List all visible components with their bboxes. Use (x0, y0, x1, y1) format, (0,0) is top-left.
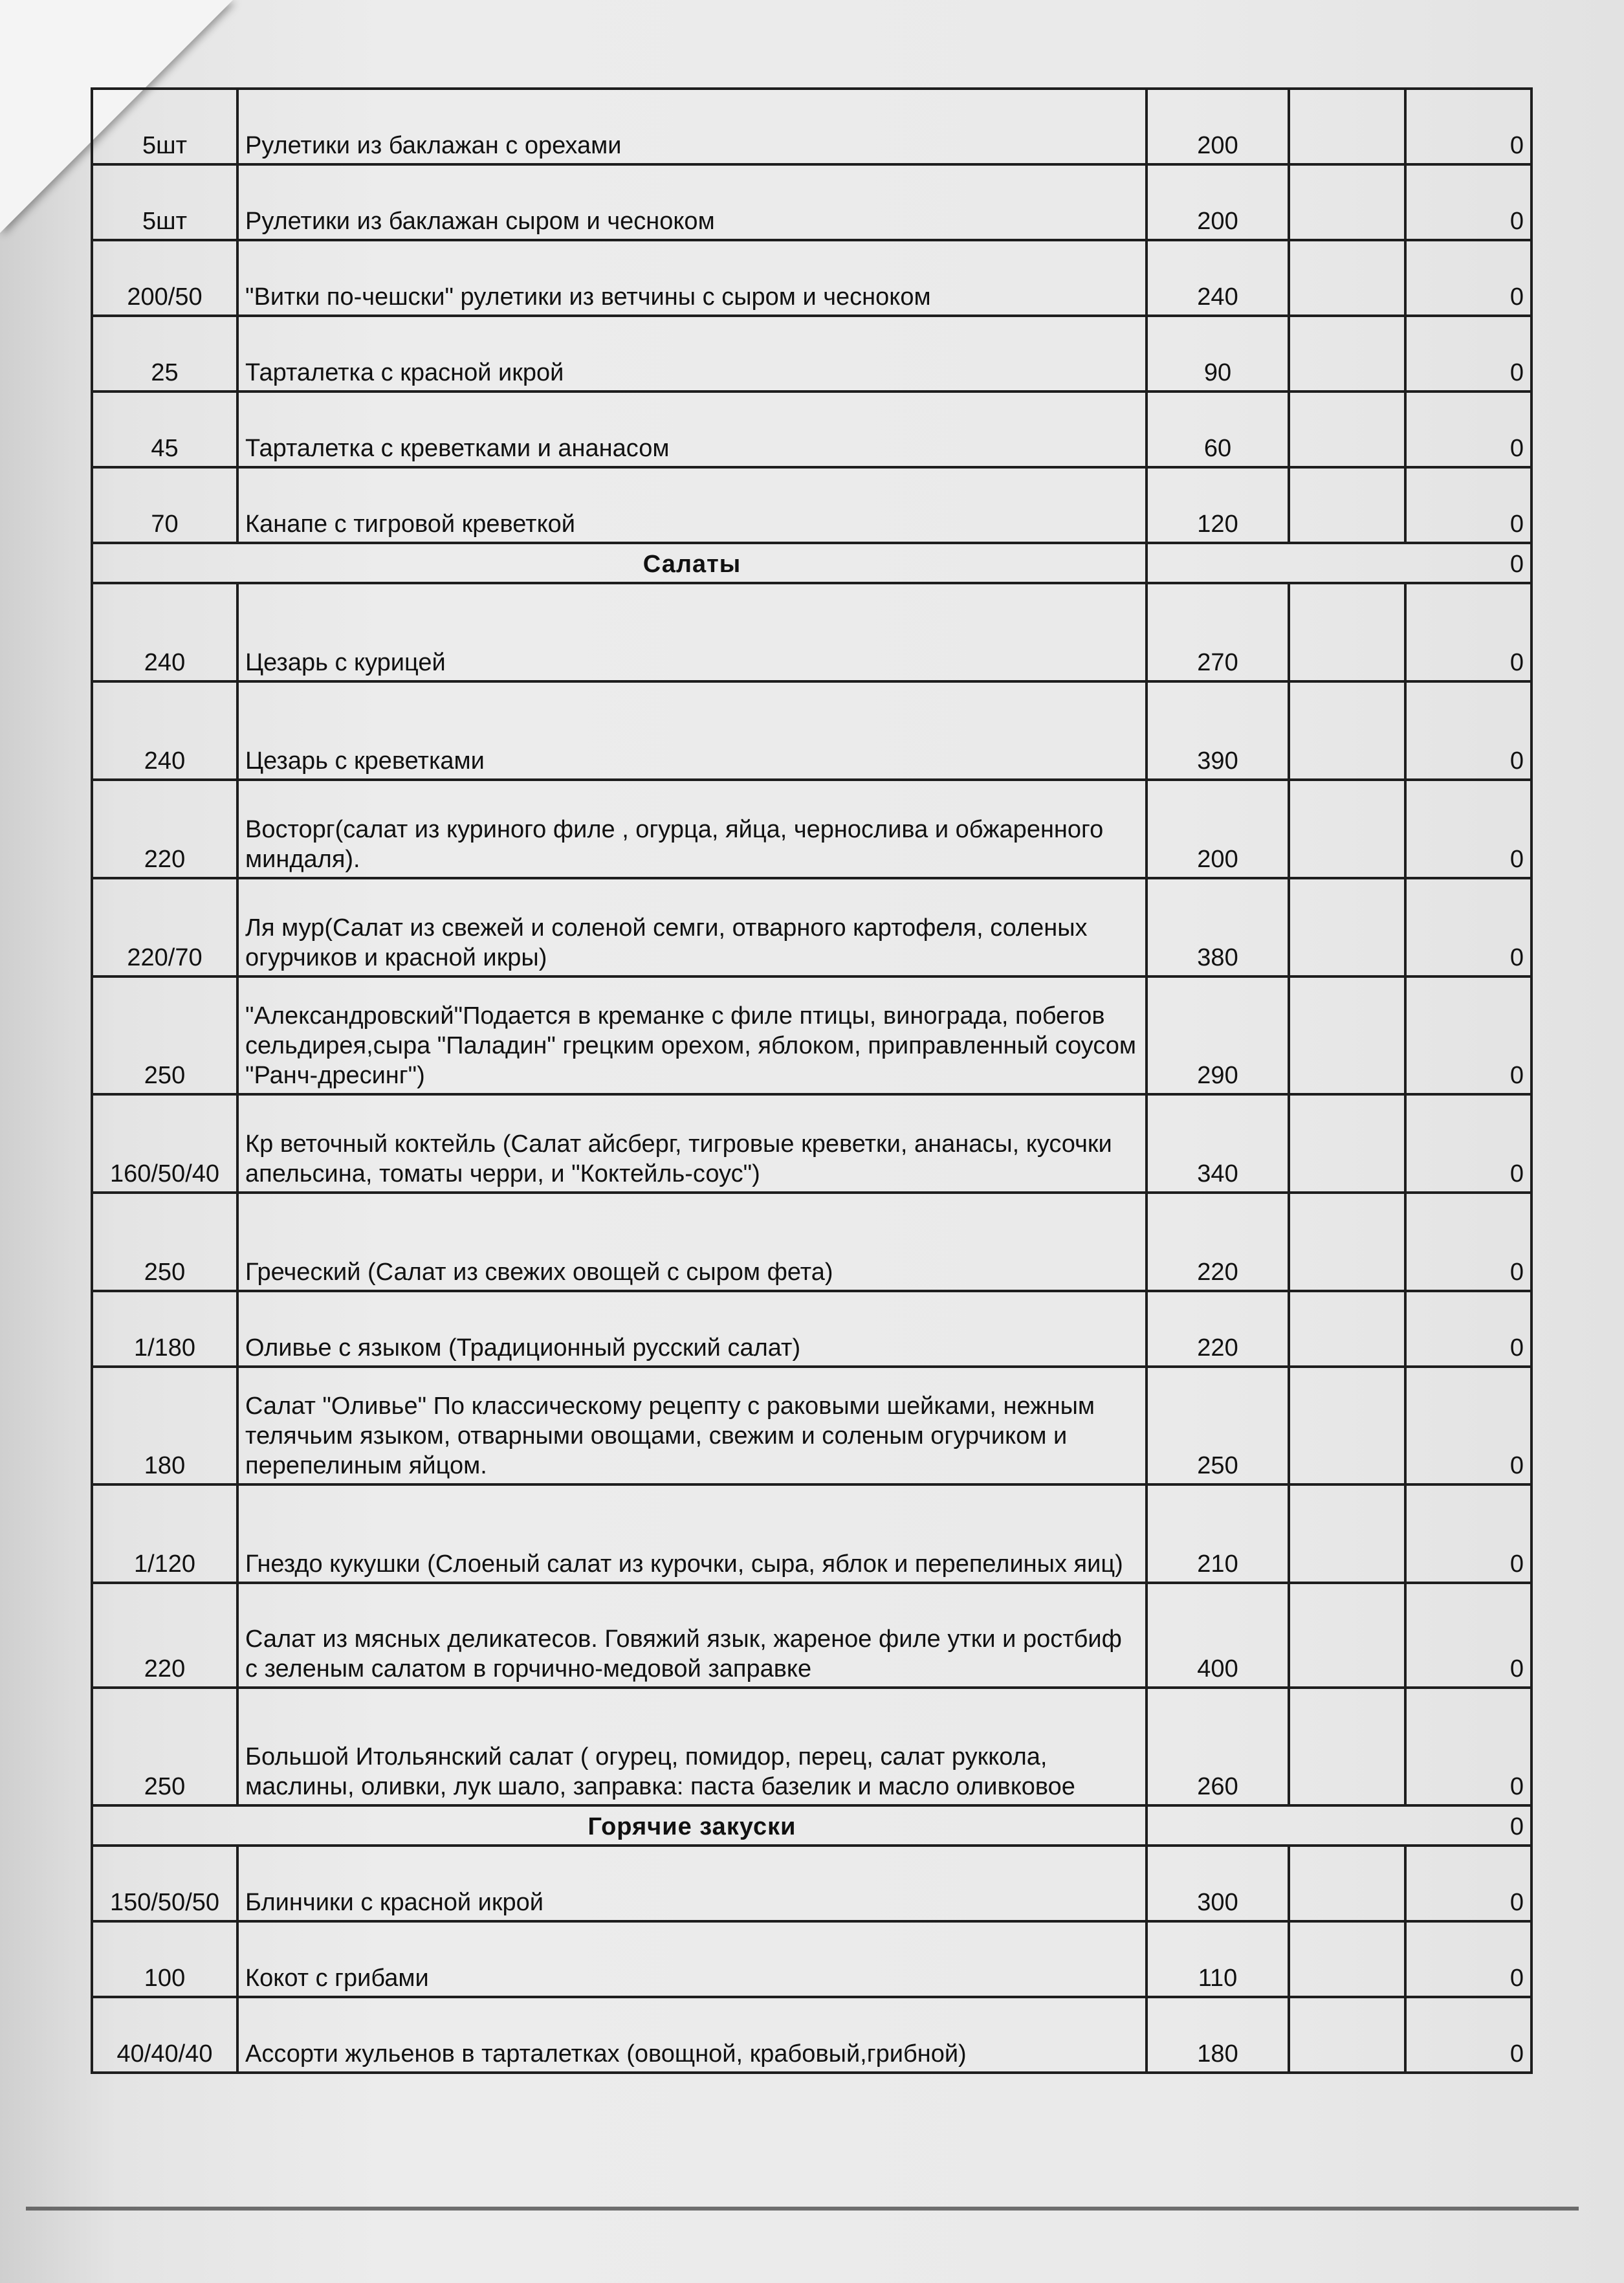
item-price: 110 (1147, 1921, 1289, 1997)
item-weight: 70 (92, 467, 237, 543)
item-total: 0 (1405, 583, 1531, 681)
menu-row (92, 1291, 1531, 1367)
item-name: Ассорти жульенов в тарталетках (овощной, крабовый,грибной) (237, 1997, 1147, 2073)
item-name: Салат из мясных деликатесов. Говяжий язык, жареное филе утки и ростбиф с зеленым салатом в горчично-медовой заправке (237, 1583, 1147, 1688)
item-price: 390 (1147, 681, 1289, 780)
item-weight: 250 (92, 1193, 237, 1291)
item-qty (1289, 316, 1405, 392)
item-qty (1289, 392, 1405, 467)
item-qty (1289, 89, 1405, 164)
item-total: 0 (1405, 1367, 1531, 1484)
item-name: Гнездо кукушки (Слоеный салат из курочки, сыра, яблок и перепелиных яиц) (237, 1484, 1147, 1583)
section-title: Салаты (237, 543, 1147, 583)
item-weight: 200/50 (92, 240, 237, 316)
menu-row (92, 1688, 1531, 1805)
item-total: 0 (1405, 1997, 1531, 2073)
item-qty (1289, 1583, 1405, 1688)
item-weight: 220/70 (92, 878, 237, 976)
menu-row (92, 164, 1531, 240)
item-qty (1289, 1921, 1405, 1997)
section-price-cell (1147, 1805, 1289, 1846)
item-qty (1289, 1367, 1405, 1484)
menu-row (92, 1846, 1531, 1921)
item-price: 340 (1147, 1094, 1289, 1193)
item-total: 0 (1405, 681, 1531, 780)
item-qty (1289, 780, 1405, 878)
item-weight: 100 (92, 1921, 237, 1997)
menu-row (92, 1921, 1531, 1997)
item-price: 180 (1147, 1997, 1289, 2073)
item-weight: 1/180 (92, 1291, 237, 1367)
menu-row (92, 1484, 1531, 1583)
item-qty (1289, 681, 1405, 780)
item-price: 200 (1147, 164, 1289, 240)
menu-row (92, 1583, 1531, 1688)
item-weight: 250 (92, 1688, 237, 1805)
menu-row (92, 316, 1531, 392)
item-weight: 220 (92, 1583, 237, 1688)
item-total: 0 (1405, 1484, 1531, 1583)
section-title: Горячие закуски (237, 1805, 1147, 1846)
section-header-row (92, 1805, 1531, 1846)
item-price: 240 (1147, 240, 1289, 316)
item-price: 220 (1147, 1291, 1289, 1367)
menu-row (92, 976, 1531, 1094)
item-total: 0 (1405, 89, 1531, 164)
item-price: 120 (1147, 467, 1289, 543)
item-name: Блинчики с красной икрой (237, 1846, 1147, 1921)
item-name: "Александровский"Подается в креманке с филе птицы, винограда, побегов сельдирея,сыра "Паладин" грецким орехом, яблоком, приправленный соусом "Ранч-дресинг") (237, 976, 1147, 1094)
item-name: Кр веточный коктейль (Салат айсберг, тигровые креветки, ананасы, кусочки апельсина, томаты черри, и "Коктейль-соус") (237, 1094, 1147, 1193)
item-name: Цезарь с курицей (237, 583, 1147, 681)
item-price: 290 (1147, 976, 1289, 1094)
item-name: Тарталетка с креветками и ананасом (237, 392, 1147, 467)
item-price: 250 (1147, 1367, 1289, 1484)
section-total: 0 (1405, 543, 1531, 583)
menu-row (92, 583, 1531, 681)
item-total: 0 (1405, 392, 1531, 467)
item-price: 300 (1147, 1846, 1289, 1921)
section-weight-cell (92, 1805, 237, 1846)
menu-row (92, 780, 1531, 878)
menu-row (92, 1997, 1531, 2073)
menu-row (92, 878, 1531, 976)
item-price: 220 (1147, 1193, 1289, 1291)
menu-row (92, 681, 1531, 780)
item-name: "Витки по-чешски" рулетики из ветчины с сыром и чесноком (237, 240, 1147, 316)
item-total: 0 (1405, 1688, 1531, 1805)
scan-edge-line (26, 2207, 1579, 2211)
item-total: 0 (1405, 1193, 1531, 1291)
item-total: 0 (1405, 1846, 1531, 1921)
menu-row (92, 89, 1531, 164)
item-total: 0 (1405, 467, 1531, 543)
item-qty (1289, 1484, 1405, 1583)
item-price: 260 (1147, 1688, 1289, 1805)
item-qty (1289, 467, 1405, 543)
item-weight: 240 (92, 583, 237, 681)
item-total: 0 (1405, 164, 1531, 240)
section-qty-cell (1289, 1805, 1405, 1846)
item-weight: 240 (92, 681, 237, 780)
item-price: 380 (1147, 878, 1289, 976)
item-weight: 220 (92, 780, 237, 878)
item-name: Оливье с языком (Традиционный русский салат) (237, 1291, 1147, 1367)
item-name: Большой Итольянский салат ( огурец, помидор, перец, салат руккола, маслины, оливки, лук шало, заправка: паста базелик и масло оливковое (237, 1688, 1147, 1805)
item-weight: 160/50/40 (92, 1094, 237, 1193)
menu-row (92, 240, 1531, 316)
item-total: 0 (1405, 316, 1531, 392)
item-qty (1289, 1094, 1405, 1193)
item-name: Рулетики из баклажан сыром и чесноком (237, 164, 1147, 240)
item-total: 0 (1405, 780, 1531, 878)
item-weight: 1/120 (92, 1484, 237, 1583)
item-qty (1289, 1688, 1405, 1805)
item-weight: 250 (92, 976, 237, 1094)
item-total: 0 (1405, 1094, 1531, 1193)
item-total: 0 (1405, 878, 1531, 976)
item-name: Восторг(салат из куриного филе , огурца, яйца, чернослива и обжаренного миндаля). (237, 780, 1147, 878)
section-weight-cell (92, 543, 237, 583)
item-name: Салат "Оливье" По классическому рецепту с раковыми шейками, нежным телячьим языком, отварными овощами, свежим и соленым огурчиком и перепелиным яйцом. (237, 1367, 1147, 1484)
item-name: Рулетики из баклажан с орехами (237, 89, 1147, 164)
menu-row (92, 1094, 1531, 1193)
menu-row (92, 1367, 1531, 1484)
item-total: 0 (1405, 240, 1531, 316)
menu-table-body (92, 89, 1531, 2073)
item-price: 200 (1147, 89, 1289, 164)
item-qty (1289, 164, 1405, 240)
item-name: Тарталетка с красной икрой (237, 316, 1147, 392)
item-total: 0 (1405, 976, 1531, 1094)
item-weight: 5шт (92, 89, 237, 164)
item-name: Цезарь с креветками (237, 681, 1147, 780)
item-qty (1289, 878, 1405, 976)
menu-row (92, 467, 1531, 543)
item-price: 200 (1147, 780, 1289, 878)
menu-row (92, 392, 1531, 467)
item-qty (1289, 1846, 1405, 1921)
item-weight: 150/50/50 (92, 1846, 237, 1921)
section-price-cell (1147, 543, 1289, 583)
item-qty (1289, 583, 1405, 681)
item-price: 210 (1147, 1484, 1289, 1583)
item-name: Канапе с тигровой креветкой (237, 467, 1147, 543)
menu-row (92, 1193, 1531, 1291)
item-weight: 25 (92, 316, 237, 392)
item-total: 0 (1405, 1583, 1531, 1688)
item-name: Кокот с грибами (237, 1921, 1147, 1997)
item-weight: 40/40/40 (92, 1997, 237, 2073)
item-price: 400 (1147, 1583, 1289, 1688)
item-weight: 5шт (92, 164, 237, 240)
menu-table (91, 87, 1533, 2074)
item-qty (1289, 1193, 1405, 1291)
item-weight: 180 (92, 1367, 237, 1484)
section-total: 0 (1405, 1805, 1531, 1846)
item-total: 0 (1405, 1291, 1531, 1367)
item-qty (1289, 1291, 1405, 1367)
section-qty-cell (1289, 543, 1405, 583)
item-name: Ля мур(Салат из свежей и соленой семги, отварного картофеля, соленых огурчиков и красной икры) (237, 878, 1147, 976)
item-qty (1289, 976, 1405, 1094)
item-qty (1289, 1997, 1405, 2073)
item-name: Греческий (Салат из свежих овощей с сыром фета) (237, 1193, 1147, 1291)
item-qty (1289, 240, 1405, 316)
section-header-row (92, 543, 1531, 583)
item-total: 0 (1405, 1921, 1531, 1997)
item-price: 60 (1147, 392, 1289, 467)
item-price: 270 (1147, 583, 1289, 681)
item-price: 90 (1147, 316, 1289, 392)
item-weight: 45 (92, 392, 237, 467)
